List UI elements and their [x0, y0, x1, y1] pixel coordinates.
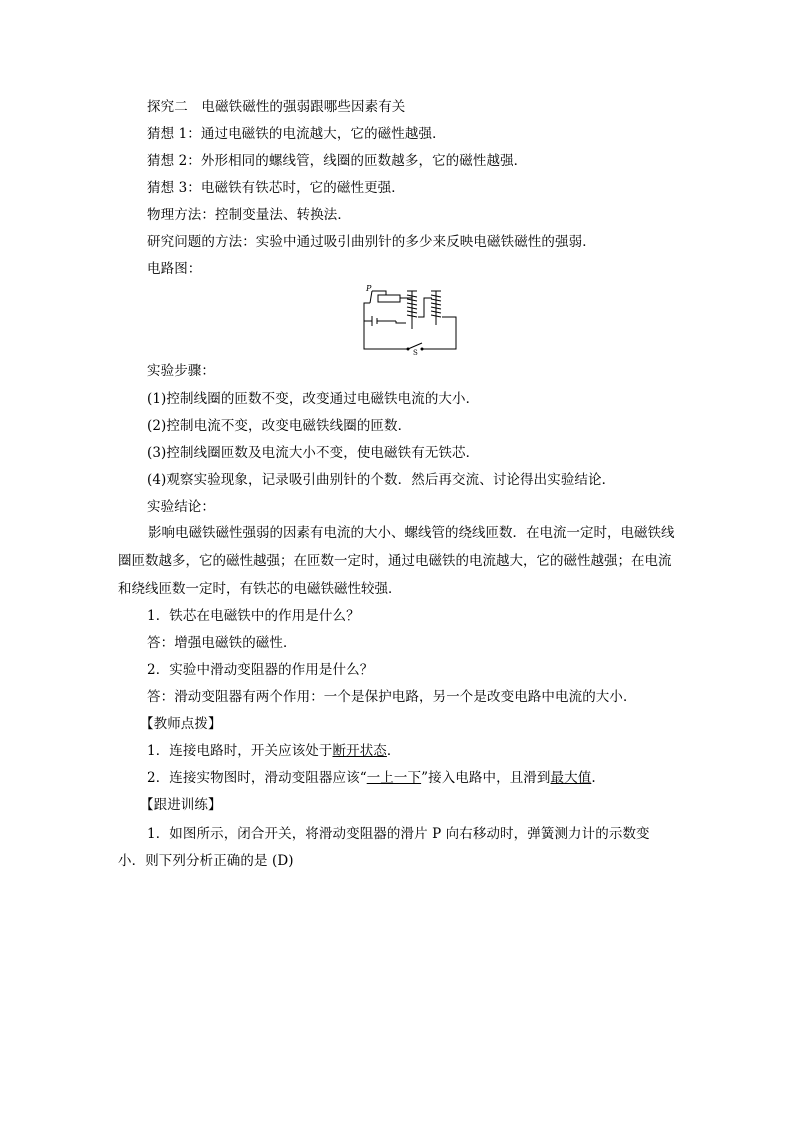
steps-heading: 实验步骤： [147, 363, 215, 379]
step-3: (3)控制线圈匝数及电流大小不变，使电磁铁有无铁芯． [147, 445, 480, 461]
question-2: 2．实验中滑动变阻器的作用是什么？ [147, 662, 374, 678]
answer-1: 答：增强电磁铁的磁性． [147, 635, 297, 651]
physics-method: 物理方法：控制变量法、转换法． [147, 207, 351, 223]
guess-1: 猜想 1：通过电磁铁的电流越大，它的磁性越强． [147, 126, 446, 142]
answer-2: 答：滑动变阻器有两个作用：一个是保护电路，另一个是改变电路中电流的大小． [147, 689, 637, 705]
step-2: (2)控制电流不变，改变电磁铁线圈的匝数． [147, 418, 412, 434]
teacher-tip-1 [147, 742, 401, 760]
question-1: 1．铁芯在电磁铁中的作用是什么？ [147, 608, 360, 624]
guess-2: 猜想 2：外形相同的螺线管，线圈的匝数越多，它的磁性越强． [147, 153, 528, 169]
tip1-suffix: ． [386, 743, 401, 759]
tip2-middle: ”接入电路中，且滑到 [421, 770, 551, 786]
practice-q1-line1: 1．如图所示，闭合开关，将滑动变阻器的滑片 P 向右移动时，弹簧测力计的示数变 [147, 826, 650, 842]
tip2-answer-2: 最大值 [550, 770, 592, 786]
circuit-label: 电路图： [147, 261, 202, 277]
guess-3: 猜想 3：电磁铁有铁芯时，它的磁性更强． [147, 180, 405, 196]
practice-q1-line2: 小．则下列分析正确的是 (D) [118, 853, 294, 869]
switch-label: S [413, 349, 418, 355]
practice-heading: 【跟进训练】 [140, 797, 222, 813]
research-method: 研究问题的方法：实验中通过吸引曲别针的多少来反映电磁铁磁性的强弱． [147, 234, 596, 250]
tip2-prefix: 2．连接实物图时，滑动变阻器应该“ [147, 770, 367, 786]
step-1: (1)控制线圈的匝数不变，改变通过电磁铁电流的大小． [147, 391, 480, 407]
tip2-answer-1: 一上一下 [366, 770, 422, 786]
tip1-prefix: 1．连接电路时，开关应该处于 [147, 743, 333, 759]
conclusion-text: 影响电磁铁磁性强弱的因素有电流的大小、螺线管的绕线匝数．在电流一定时，电磁铁线圈匝数越多，它的磁性越强；在匝数一定时，通过电磁铁的电流越大，它的磁性越强；在电流和绕线匝数一定时，有铁芯的电磁铁磁性较强． [118, 525, 675, 597]
rheostat-body [378, 295, 400, 302]
tip1-answer: 断开状态 [332, 743, 387, 759]
tip2-suffix: . [591, 770, 596, 786]
teacher-tips-heading: 【教师点拨】 [140, 716, 222, 732]
section-title: 探究二 电磁铁磁性的强弱跟哪些因素有关 [147, 99, 406, 115]
rheostat-slider [372, 291, 386, 295]
circuit-diagram [356, 283, 468, 355]
teacher-tip-2 [147, 769, 596, 787]
circuit-wire-right [426, 317, 456, 349]
circuit-wire-left [364, 303, 404, 349]
conclusion-heading: 实验结论： [147, 499, 215, 515]
slider-label: P [366, 284, 372, 293]
step-4: (4)观察实验现象，记录吸引曲别针的个数．然后再交流、讨论得出实验结论． [147, 472, 616, 488]
